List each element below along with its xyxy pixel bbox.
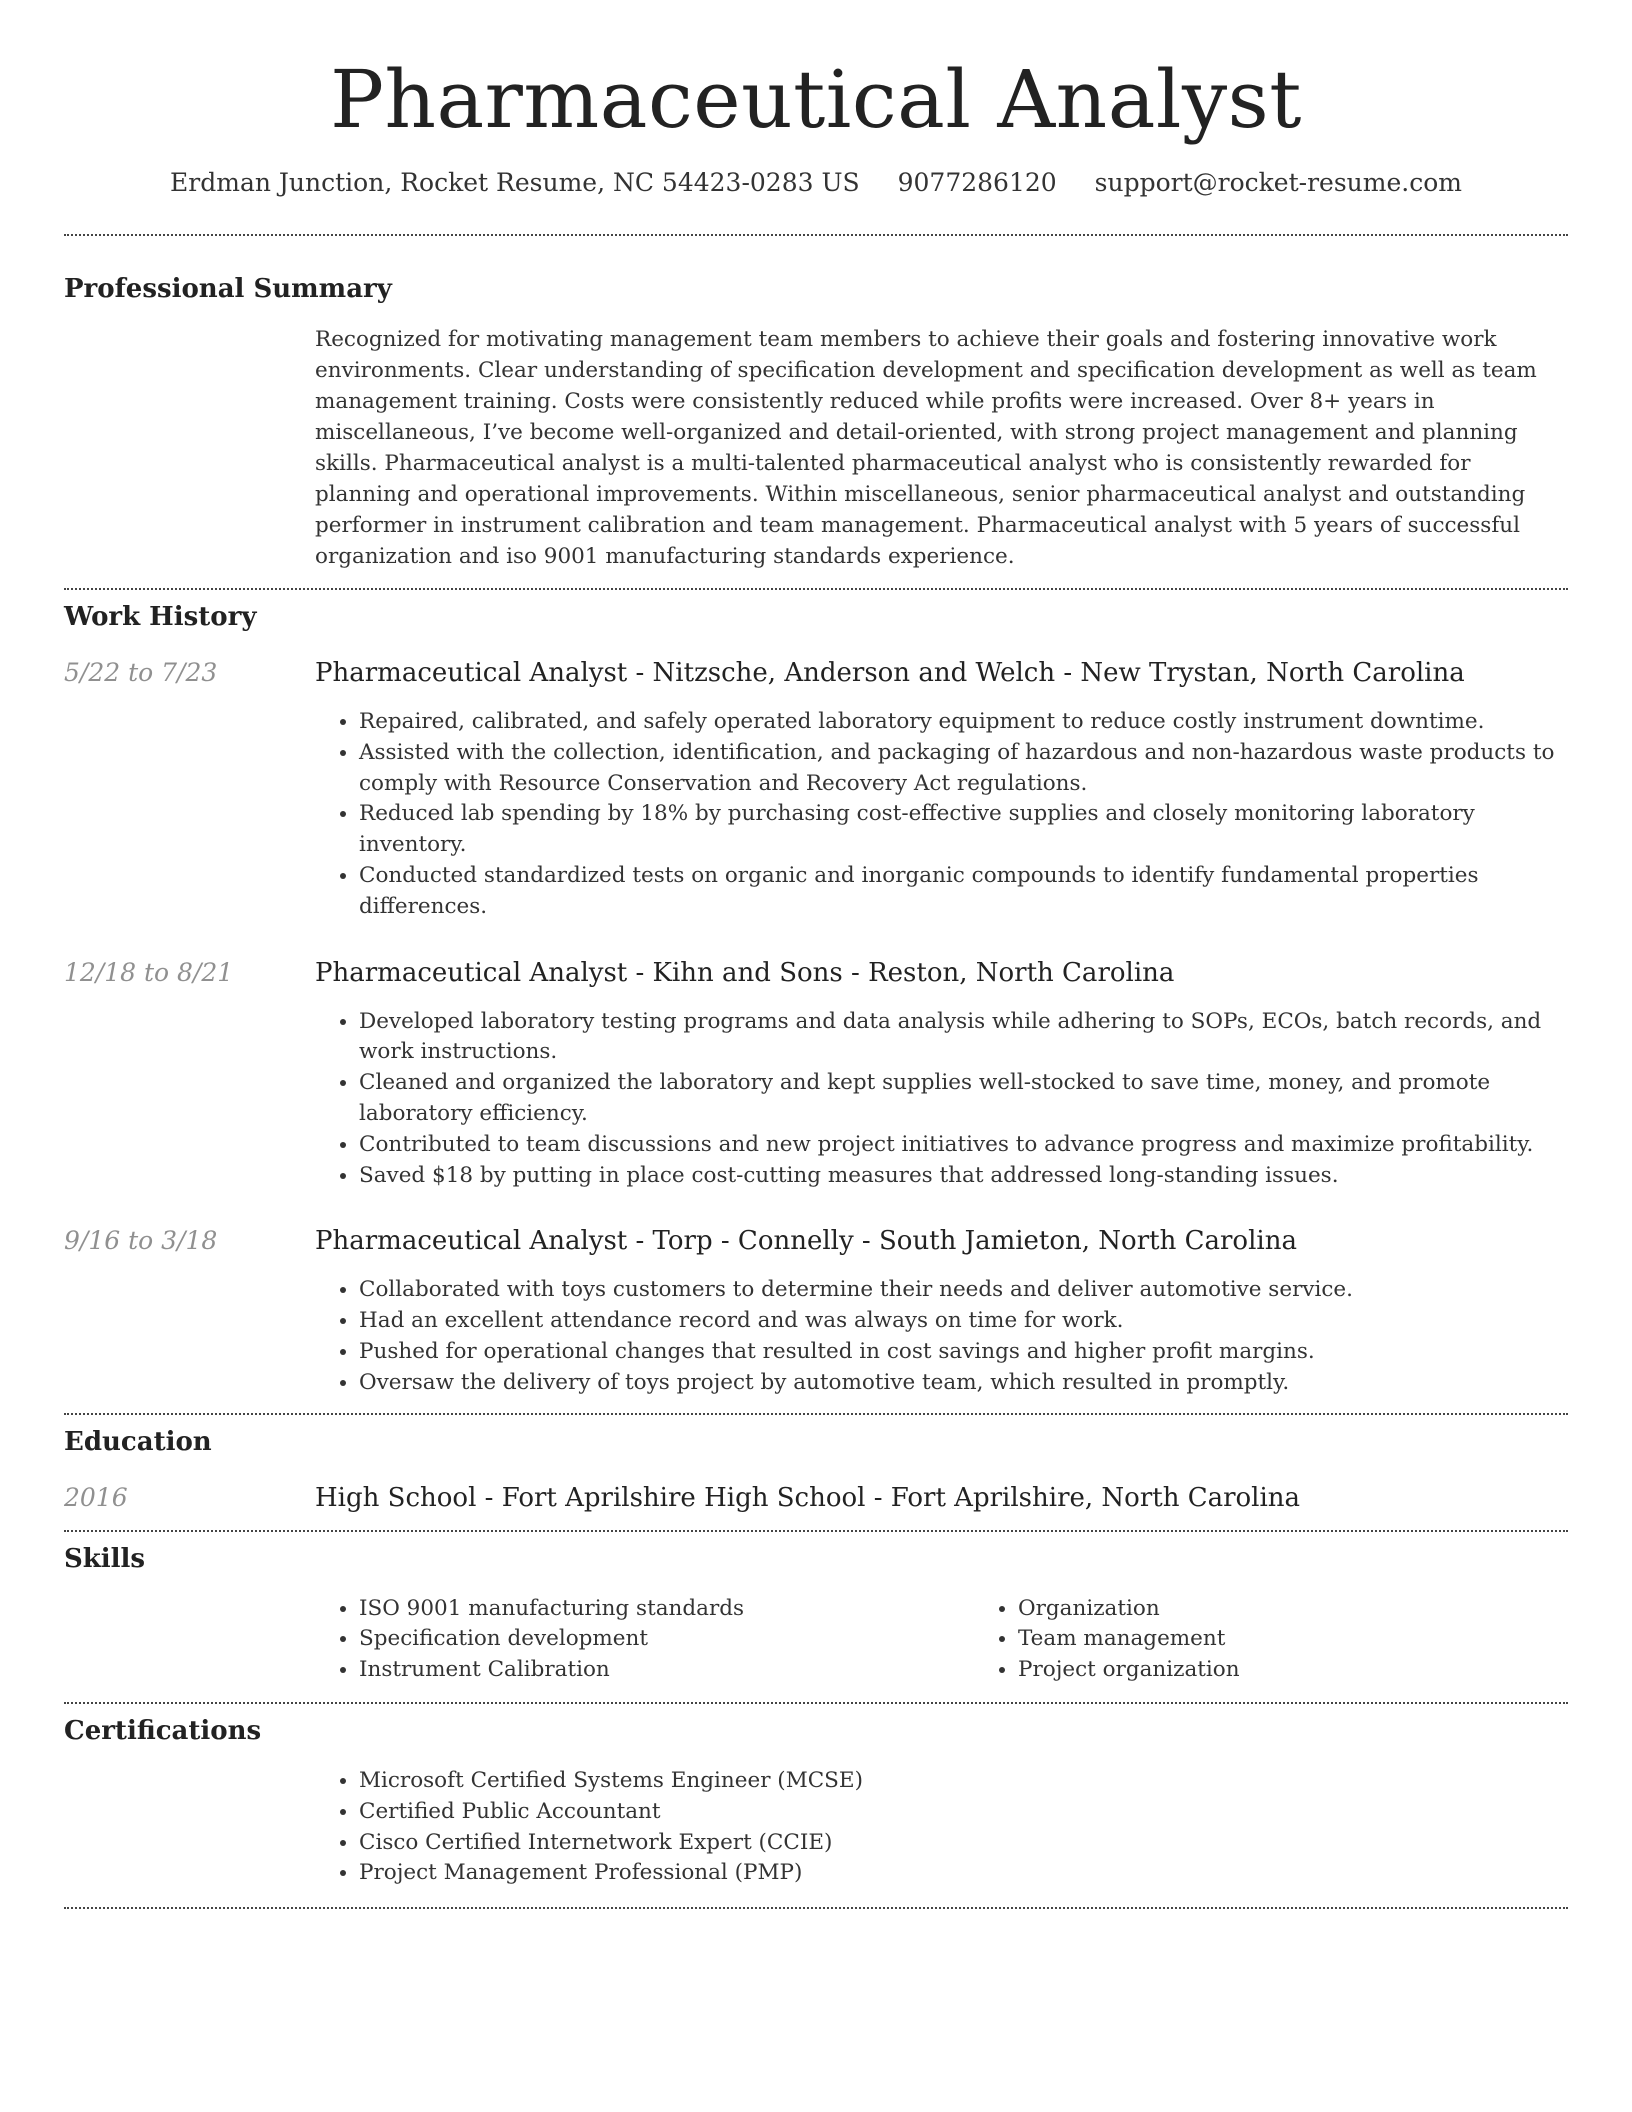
- resume-page: [64, 0, 1568, 1909]
- list-item: • Contributed to team discussions and new project initiatives to advance progress and maximize profitability.: [359, 1130, 1568, 1161]
- skill-item: • Project organization: [1018, 1655, 1632, 1686]
- list-item: • Assisted with the collection, identification, and packaging of hazardous and non-hazardous waste products to comply with Resource Conservation and Recovery Act regulations.: [359, 738, 1568, 800]
- skills-list-left: [315, 1594, 974, 1686]
- education-heading: High School - Fort Aprilshire High School - Fort Aprilshire, North Carolina: [315, 1482, 1301, 1513]
- list-item: • Cleaned and organized the laboratory and kept supplies well-stocked to save time, money, and promote laboratory efficiency.: [359, 1068, 1568, 1130]
- work-history-section: [64, 590, 1568, 1399]
- education-title: Education: [64, 1426, 212, 1457]
- skill-item: • Instrument Calibration: [359, 1655, 974, 1686]
- skills-list-right: [974, 1594, 1632, 1686]
- list-item: • Had an excellent attendance record and was always on time for work.: [359, 1306, 1568, 1337]
- job-bullets: [315, 1275, 1568, 1398]
- education-section: [64, 1415, 1568, 1514]
- certification-item: • Microsoft Certified Systems Engineer (MCSE): [359, 1766, 1568, 1797]
- resume-header: [64, 0, 1568, 200]
- job-entry: [64, 1225, 1568, 1398]
- list-item: • Saved $18 by putting in place cost-cutting measures that addressed long-standing issues.: [359, 1161, 1568, 1192]
- work-history-title: Work History: [64, 602, 257, 632]
- skills-section: [64, 1532, 1568, 1686]
- skill-item: • Organization: [1018, 1594, 1632, 1625]
- job-entry: [64, 657, 1568, 923]
- skill-item: • Team management: [1018, 1624, 1632, 1655]
- job-dates: 12/18 to 8/21: [64, 957, 234, 987]
- certification-item: • Cisco Certified Internetwork Expert (CCIE): [359, 1828, 1568, 1859]
- skill-item: • Specification development: [359, 1624, 974, 1655]
- contact-address: Erdman Junction, Rocket Resume, NC 54423-0283 US: [170, 168, 860, 197]
- education-entry: [64, 1482, 1568, 1514]
- job-heading: Pharmaceutical Analyst - Torp - Connelly - South Jamieton, North Carolina: [315, 1226, 1297, 1257]
- job-entry: [64, 957, 1568, 1192]
- contact-phone: 9077286120: [897, 168, 1057, 197]
- candidate-name: Pharmaceutical Analyst: [330, 53, 1302, 146]
- list-item: • Repaired, calibrated, and safely operated laboratory equipment to reduce costly instrument downtime.: [359, 707, 1568, 738]
- job-dates: 9/16 to 3/18: [64, 1226, 218, 1256]
- summary-title: Professional Summary: [64, 274, 392, 304]
- education-year: 2016: [64, 1482, 128, 1512]
- certification-item: • Certified Public Accountant: [359, 1797, 1568, 1828]
- job-bullets: [315, 707, 1568, 923]
- job-dates: 5/22 to 7/23: [64, 658, 218, 687]
- contact-line: [64, 166, 1568, 200]
- skill-item: • ISO 9001 manufacturing standards: [359, 1594, 974, 1625]
- summary-section: [64, 236, 1568, 572]
- list-item: • Conducted standardized tests on organic and inorganic compounds to identify fundamental properties differences.: [359, 861, 1568, 923]
- job-heading: Pharmaceutical Analyst - Kihn and Sons - Reston, North Carolina: [315, 957, 1175, 988]
- certifications-title: Certifications: [64, 1715, 262, 1746]
- list-item: • Pushed for operational changes that resulted in cost savings and higher profit margins.: [359, 1337, 1568, 1368]
- list-item: • Oversaw the delivery of toys project by automotive team, which resulted in promptly.: [359, 1368, 1568, 1399]
- contact-email: support@rocket-resume.com: [1094, 168, 1462, 197]
- section-divider: [64, 1907, 1568, 1909]
- certifications-list: [315, 1766, 1568, 1889]
- certifications-section: [64, 1704, 1568, 1889]
- skills-title: Skills: [64, 1543, 146, 1574]
- summary-text: Recognized for motivating management team members to achieve their goals and fostering innovative work environments. Clear understanding of specification development and specification development as well as team management training. Costs were consistently reduced while profits were increased. Over 8+ years in miscellaneous, I’ve become well-organized and detail-oriented, with strong project management and planning skills. Pharmaceutical analyst is a multi-talented pharmaceutical analyst who is consistently rewarded for planning and operational improvements. Within miscellaneous, senior pharmaceutical analyst and outstanding performer in instrument calibration and team management. Pharmaceutical analyst with 5 years of successful organization and iso 9001 manufacturing standards experience.: [315, 327, 1537, 569]
- list-item: • Developed laboratory testing programs and data analysis while adhering to SOPs, ECOs, batch records, and work instructions.: [359, 1007, 1568, 1069]
- certification-item: • Project Management Professional (PMP): [359, 1858, 1568, 1889]
- job-heading: Pharmaceutical Analyst - Nitzsche, Anderson and Welch - New Trystan, North Carolina: [315, 658, 1465, 688]
- list-item: • Collaborated with toys customers to determine their needs and deliver automotive service.: [359, 1275, 1568, 1306]
- list-item: • Reduced lab spending by 18% by purchasing cost-effective supplies and closely monitoring laboratory inventory.: [359, 799, 1568, 861]
- job-bullets: [315, 1007, 1568, 1192]
